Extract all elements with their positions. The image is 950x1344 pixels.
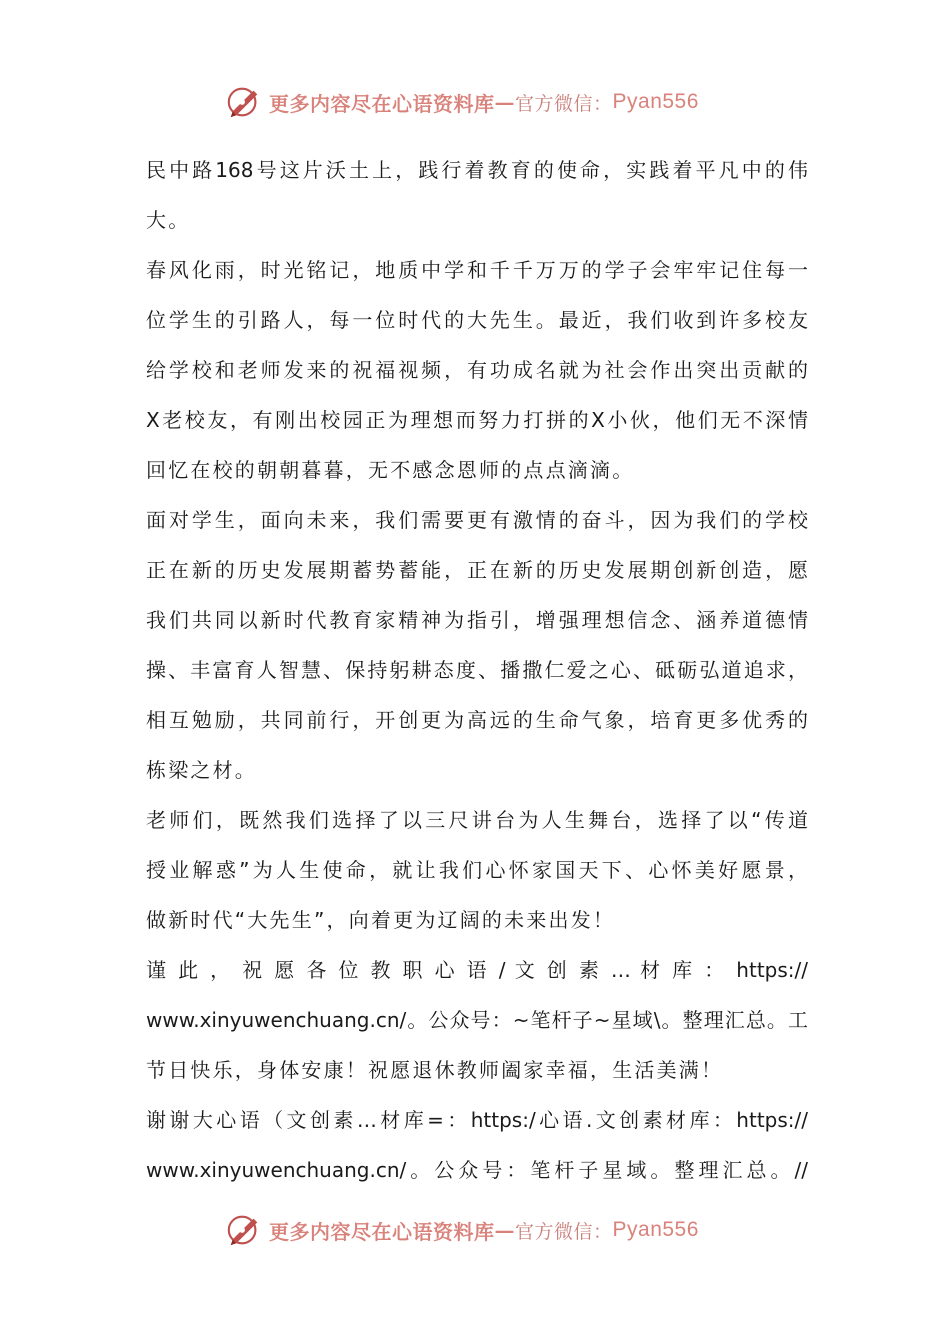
- document-body: [146, 145, 808, 1195]
- body-line: X老校友，有刚出校园正为理想而努力打拼的X小伙，他们无不深情: [146, 408, 808, 432]
- body-line: 做新时代“大先生”，向着更为辽阔的未来出发！: [146, 908, 616, 932]
- footer-banner: [225, 1210, 745, 1250]
- body-line: www.xinyuwenchuang.cn/。公众号：~笔杆子~星域\。整理汇总。工: [146, 1008, 808, 1032]
- body-line: 给学校和老师发来的祝福视频，有功成名就为社会作出突出贡献的: [146, 358, 808, 382]
- body-line: 面对学生，面向未来，我们需要更有激情的奋斗，因为我们的学校: [146, 508, 808, 532]
- body-line: 老师们，既然我们选择了以三尺讲台为人生舞台，选择了以“传道: [146, 808, 808, 832]
- banner-wechat-label: 官方微信：: [515, 92, 613, 115]
- banner-wechat-id: Pyan556: [612, 90, 699, 113]
- body-line: 位学生的引路人，每一位时代的大先生。最近，我们收到许多校友: [146, 308, 808, 332]
- pen-logo-icon: [225, 1211, 263, 1249]
- body-line: 谢谢大心语（文创素…材库=：https:/心语.文创素材库：https://: [146, 1108, 808, 1132]
- body-line: 春风化雨，时光铭记，地质中学和千千万万的学子会牢牢记住每一: [146, 258, 808, 282]
- pen-logo-icon: [225, 83, 263, 121]
- banner-dash: —: [494, 1218, 515, 1242]
- body-line: 授业解惑”为人生使命，就让我们心怀家国天下、心怀美好愿景，: [146, 858, 808, 882]
- banner-title: 更多内容尽在心语资料库: [269, 1219, 495, 1244]
- body-line: 栋梁之材。: [146, 758, 257, 782]
- banner-wechat-label: 官方微信：: [515, 1220, 613, 1243]
- body-line: 大。: [146, 208, 191, 232]
- body-line: www.xinyuwenchuang.cn/。公众号：笔杆子星域。整理汇总。//: [146, 1158, 808, 1182]
- body-line: 正在新的历史发展期蓄势蓄能，正在新的历史发展期创新创造，愿: [146, 558, 808, 582]
- body-line: 节日快乐，身体安康！祝愿退休教师阖家幸福，生活美满！: [146, 1058, 724, 1082]
- header-banner: [225, 82, 745, 122]
- body-line: 谨 此 ， 祝 愿 各 位 教 职 心 语 / 文 创 素 … 材 库 ： https://: [146, 958, 808, 982]
- banner-dash: —: [494, 90, 515, 114]
- body-line: 操、丰富育人智慧、保持躬耕态度、播撒仁爱之心、砥砺弘道追求，: [146, 658, 808, 682]
- body-line: 民中路168号这片沃土上，践行着教育的使命，实践着平凡中的伟: [146, 158, 808, 182]
- body-line: 回忆在校的朝朝暮暮，无不感念恩师的点点滴滴。: [146, 458, 635, 482]
- banner-title: 更多内容尽在心语资料库: [269, 91, 495, 116]
- body-line: 相互勉励，共同前行，开创更为高远的生命气象，培育更多优秀的: [146, 708, 808, 732]
- banner-wechat-id: Pyan556: [612, 1218, 699, 1241]
- body-line: 我们共同以新时代教育家精神为指引，增强理想信念、涵养道德情: [146, 608, 808, 632]
